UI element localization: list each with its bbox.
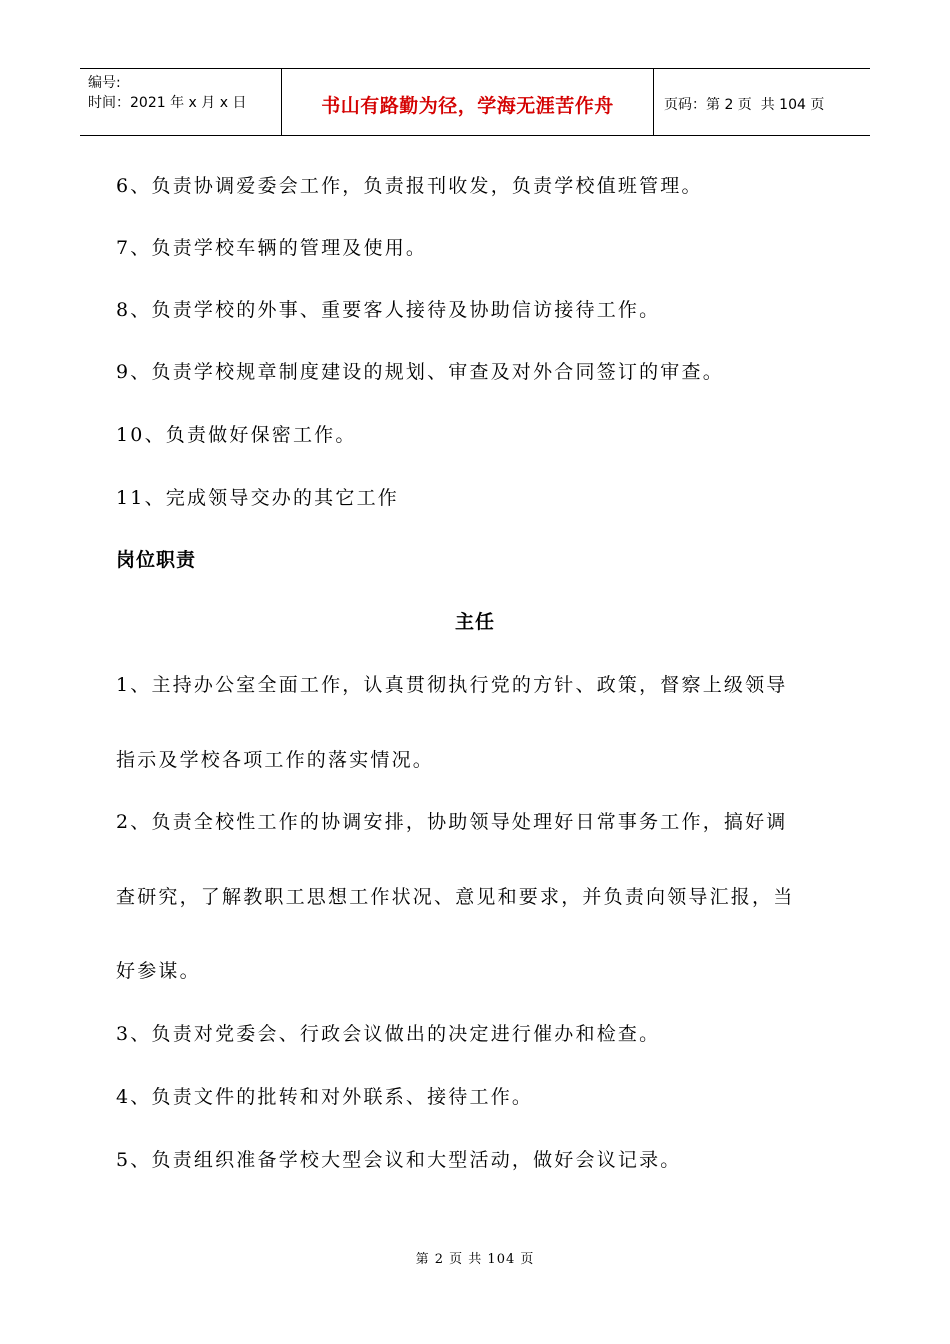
header-motto: 书山有路勤为径，学海无涯苦作舟 <box>321 94 614 117</box>
role-item-1-line-2: 指示及学校各项工作的落实情况。 <box>116 749 435 771</box>
header-number-label: 编号: <box>88 75 121 91</box>
role-item-3: 3、负责对党委会、行政会议做出的决定进行催办和检查。 <box>116 1023 661 1045</box>
role-item-5: 5、负责组织准备学校大型会议和大型活动，做好会议记录。 <box>116 1149 682 1171</box>
document-header <box>80 68 870 136</box>
header-motto-cell <box>282 69 654 135</box>
role-item-2-line-3: 好参谋。 <box>116 960 201 982</box>
duty-item-10: 10、负责做好保密工作。 <box>116 424 357 446</box>
duty-item-11: 11、完成领导交办的其它工作 <box>116 487 399 509</box>
duty-item-9: 9、负责学校规章制度建设的规划、审查及对外合同签订的审查。 <box>116 361 724 383</box>
duty-item-6: 6、负责协调爱委会工作，负责报刊收发，负责学校值班管理。 <box>116 175 703 197</box>
role-item-4: 4、负责文件的批转和对外联系、接待工作。 <box>116 1086 534 1108</box>
role-item-1-line-1: 1、主持办公室全面工作，认真贯彻执行党的方针、政策，督察上级领导 <box>116 674 788 696</box>
role-item-2-line-1: 2、负责全校性工作的协调安排，协助领导处理好日常事务工作，搞好调 <box>116 811 788 833</box>
section-heading: 岗位职责 <box>116 549 197 571</box>
header-meta-cell <box>80 69 282 135</box>
header-page-info: 页码：第 2 页 共 104 页 <box>664 97 825 113</box>
duty-item-8: 8、负责学校的外事、重要客人接待及协助信访接待工作。 <box>116 299 661 321</box>
role-item-2-line-2: 查研究，了解教职工思想工作状况、意见和要求，并负责向领导汇报，当 <box>116 886 795 908</box>
role-title: 主任 <box>454 611 495 633</box>
page-footer: 第 2 页 共 104 页 <box>415 1252 535 1267</box>
header-time-label: 时间：2021 年 x 月 x 日 <box>88 95 247 111</box>
duty-item-7: 7、负责学校车辆的管理及使用。 <box>116 237 428 259</box>
